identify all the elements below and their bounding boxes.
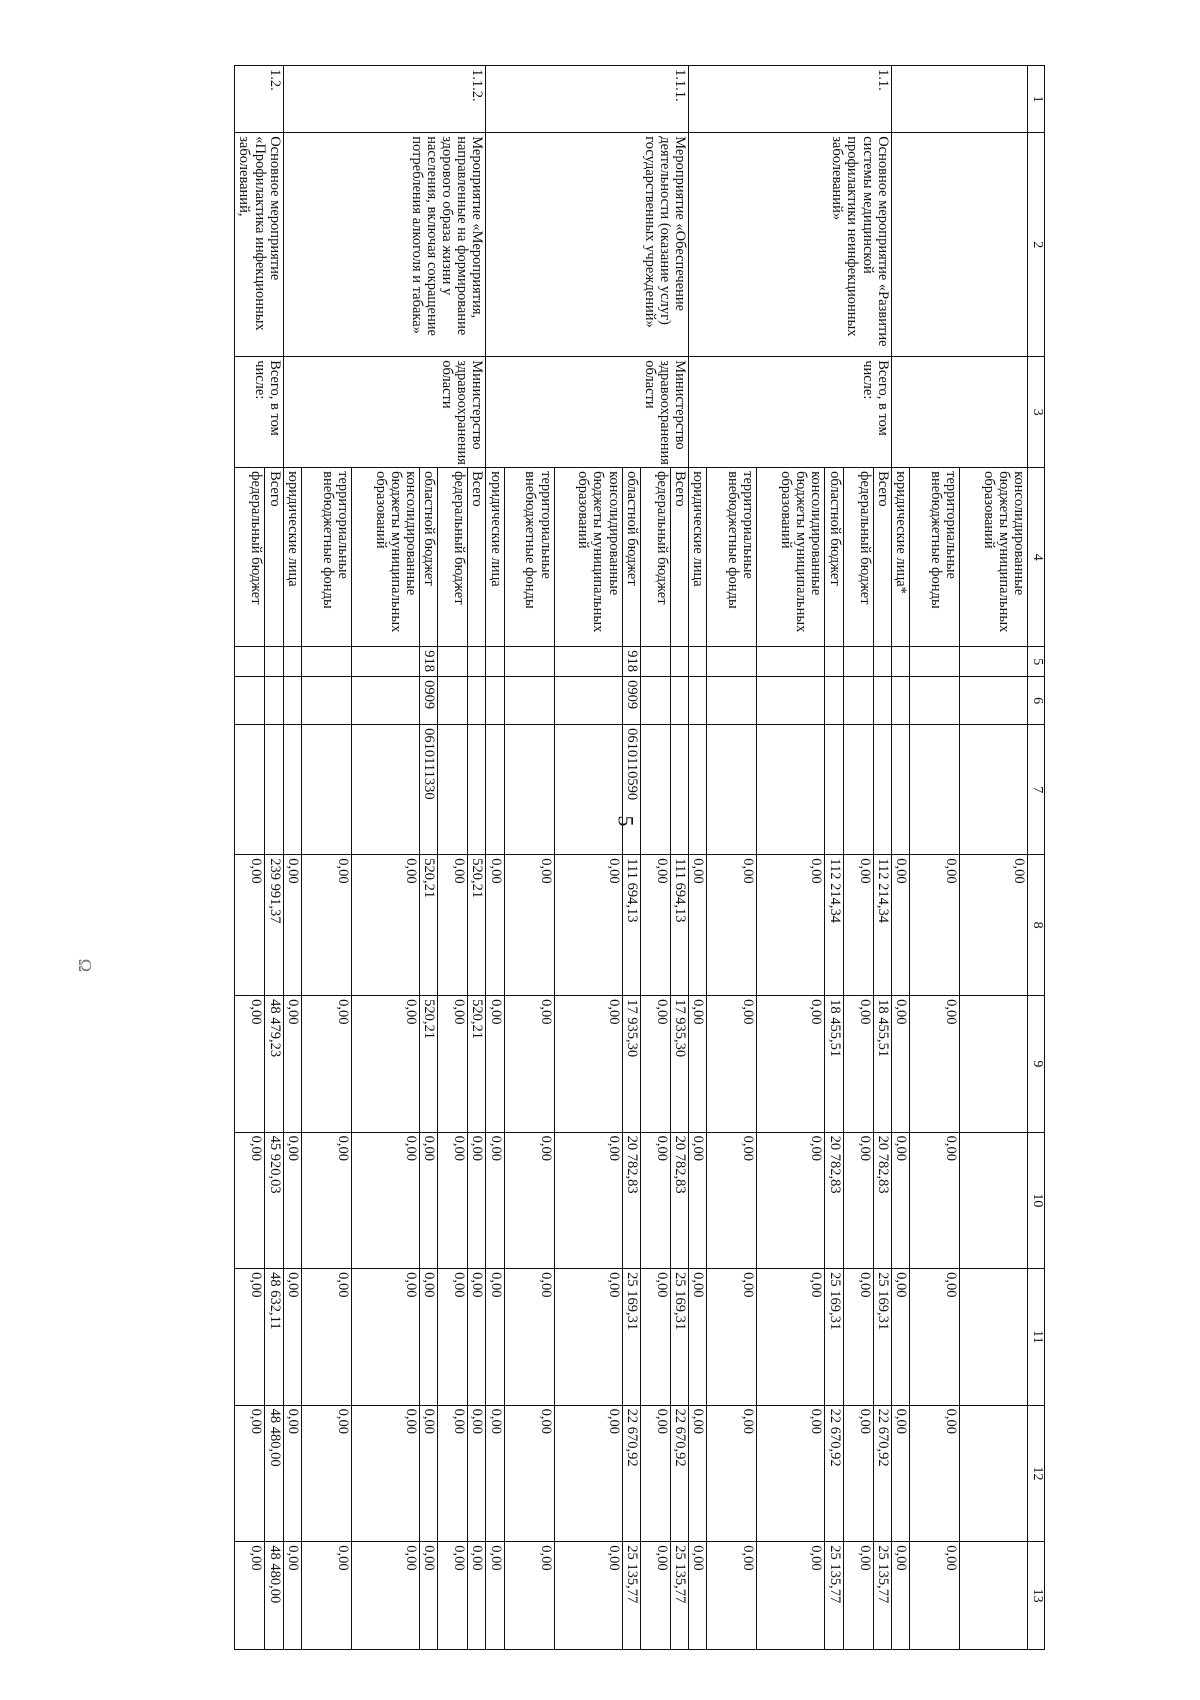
code-5-cell [438,647,468,677]
amount-col-10: 0,00 [707,1132,757,1269]
code-7-cell [873,725,891,855]
amount-col-9: 48 479,23 [265,996,283,1133]
amount-col-11: 0,00 [640,1269,670,1406]
funding-source-cell: консолидированные бюджеты муниципальных образований [554,468,622,647]
amount-col-8: 239 991,37 [265,855,283,996]
funding-source-cell: федеральный бюджет [438,468,468,647]
amount-col-11: 0,00 [757,1269,825,1406]
code-5-cell [554,647,622,677]
amount-col-9: 520,21 [468,996,486,1133]
amount-col-13: 48 480,00 [265,1542,283,1650]
funding-source-cell: территориальные внебюджетные фонды [302,468,352,647]
amount-col-9: 0,00 [352,996,420,1133]
amount-col-13: 0,00 [438,1542,468,1650]
table-row [265,66,283,1650]
amount-col-8: 0,00 [689,855,707,996]
measure-name-cell: Основное мероприятие «Развитие системы медицинской профилактики неинфекционных заболеваний» [689,133,892,357]
amount-col-10: 20 782,83 [873,1132,891,1269]
amount-col-12: 0,00 [554,1405,622,1542]
amount-col-8: 0,00 [504,855,554,996]
amount-col-9: 0,00 [504,996,554,1133]
code-7-cell [554,725,622,855]
row-number-cell: 1.1. [689,66,892,133]
code-7-cell [757,725,825,855]
funding-source-cell: юридические лица [283,468,301,647]
amount-col-10: 45 920,03 [265,1132,283,1269]
funding-source-cell: консолидированные бюджеты муниципальных образований [352,468,420,647]
column-number-13: 13 [1028,1542,1045,1650]
amount-col-11: 0,00 [235,1269,265,1406]
amount-col-11: 0,00 [486,1269,504,1406]
column-number-10: 10 [1028,1132,1045,1269]
code-7-cell [352,725,420,855]
amount-col-11: 0,00 [910,1269,960,1406]
amount-col-8: 0,00 [554,855,622,996]
amount-col-11: 0,00 [554,1269,622,1406]
column-number-4: 4 [1028,468,1045,647]
amount-col-9: 0,00 [283,996,301,1133]
amount-col-13: 0,00 [910,1542,960,1650]
amount-col-9: 520,21 [420,996,438,1133]
funding-source-cell: Всего [873,468,891,647]
column-number-2: 2 [1028,133,1045,357]
code-5-cell: 918 [622,647,640,677]
funding-source-cell: Всего [670,468,688,647]
amount-col-12: 0,00 [504,1405,554,1542]
amount-col-10: 0,00 [910,1132,960,1269]
funding-source-cell: территориальные внебюджетные фонды [707,468,757,647]
amount-col-12: 0,00 [910,1405,960,1542]
column-number-6: 6 [1028,677,1045,725]
table-row [468,66,486,1650]
amount-col-12: 48 480,00 [265,1405,283,1542]
funding-source-cell: областной бюджет [420,468,438,647]
code-7-cell [689,725,707,855]
amount-col-13: 0,00 [352,1542,420,1650]
amount-col-10: 0,00 [283,1132,301,1269]
amount-col-9: 0,00 [843,996,873,1133]
code-6-cell [873,677,891,725]
amount-col-13: 0,00 [554,1542,622,1650]
code-7-cell [486,725,504,855]
code-6-cell [757,677,825,725]
row-number-cell: 1.1.2. [283,66,486,133]
page-number: 5 [613,815,639,827]
amount-col-8: 111 694,13 [622,855,640,996]
code-6-cell [352,677,420,725]
amount-col-12 [960,1405,1028,1542]
amount-col-9: 0,00 [554,996,622,1133]
amount-col-11: 0,00 [302,1269,352,1406]
amount-col-10: 0,00 [438,1132,468,1269]
amount-col-10: 0,00 [757,1132,825,1269]
amount-col-9: 0,00 [689,996,707,1133]
amount-col-11: 0,00 [707,1269,757,1406]
code-5-cell [235,647,265,677]
code-6-cell [670,677,688,725]
amount-col-10: 0,00 [504,1132,554,1269]
amount-col-13: 0,00 [707,1542,757,1650]
amount-col-13: 0,00 [640,1542,670,1650]
code-5-cell [504,647,554,677]
amount-col-9: 0,00 [486,996,504,1133]
code-7-cell [707,725,757,855]
column-number-9: 9 [1028,996,1045,1133]
amount-col-8: 0,00 [302,855,352,996]
responsible-cell: Всего, в том числе: [235,357,284,468]
code-6-cell [468,677,486,725]
amount-col-12: 0,00 [707,1405,757,1542]
funding-source-cell: Всего [265,468,283,647]
amount-col-9: 0,00 [707,996,757,1133]
amount-col-10: 20 782,83 [670,1132,688,1269]
amount-col-8: 0,00 [757,855,825,996]
code-6-cell [554,677,622,725]
code-6-cell [825,677,843,725]
amount-col-11: 0,00 [438,1269,468,1406]
amount-col-9: 17 935,30 [670,996,688,1133]
funding-source-cell: федеральный бюджет [843,468,873,647]
amount-col-9: 0,00 [302,996,352,1133]
code-5-cell [689,647,707,677]
column-number-8: 8 [1028,855,1045,996]
code-5-cell [640,647,670,677]
responsible-cell: Всего, в том числе: [689,357,892,468]
amount-col-10: 0,00 [486,1132,504,1269]
amount-col-8: 0,00 [235,855,265,996]
code-7-cell: 0610110590 [622,725,640,855]
amount-col-12: 0,00 [843,1405,873,1542]
amount-col-10: 0,00 [235,1132,265,1269]
amount-col-10: 0,00 [468,1132,486,1269]
code-6-cell [640,677,670,725]
funding-source-cell: территориальные внебюджетные фонды [504,468,554,647]
amount-col-10: 0,00 [352,1132,420,1269]
funding-source-cell: консолидированные бюджеты муниципальных образований [960,468,1028,647]
code-6-cell [283,677,301,725]
code-6-cell [843,677,873,725]
amount-col-11: 25 169,31 [825,1269,843,1406]
code-7-cell [438,725,468,855]
amount-col-12: 22 670,92 [670,1405,688,1542]
margin-mark: Ω [75,958,96,973]
amount-col-12: 0,00 [640,1405,670,1542]
row-number-cell: 1.1.1. [486,66,689,133]
code-7-cell [960,725,1028,855]
code-5-cell [960,647,1028,677]
code-5-cell [843,647,873,677]
amount-col-8: 111 694,13 [670,855,688,996]
code-5-cell [670,647,688,677]
measure-name-cell: Мероприятие «Мероприятия, направленные на формирование здорового образа жизни у населения, включая сокращение потребления алкоголя и табака» [283,133,486,357]
amount-col-10: 20 782,83 [622,1132,640,1269]
amount-col-9 [960,996,1028,1133]
amount-col-8: 0,00 [486,855,504,996]
code-6-cell [438,677,468,725]
measure-name-cell [891,133,1027,357]
amount-col-13: 0,00 [486,1542,504,1650]
budget-table [234,65,1045,1650]
column-number-12: 12 [1028,1405,1045,1542]
amount-col-8: 112 214,34 [873,855,891,996]
code-7-cell [265,725,283,855]
funding-source-cell: федеральный бюджет [235,468,265,647]
amount-col-13: 0,00 [283,1542,301,1650]
code-7-cell [891,725,909,855]
amount-col-8: 0,00 [707,855,757,996]
code-7-cell [670,725,688,855]
code-5-cell [825,647,843,677]
code-6-cell [265,677,283,725]
amount-col-12: 0,00 [235,1405,265,1542]
code-5-cell [757,647,825,677]
amount-col-8: 0,00 [438,855,468,996]
code-5-cell [873,647,891,677]
code-7-cell [283,725,301,855]
amount-col-8: 0,00 [640,855,670,996]
funding-source-cell: областной бюджет [825,468,843,647]
code-7-cell [910,725,960,855]
column-number-5: 5 [1028,647,1045,677]
code-7-cell [504,725,554,855]
amount-col-11: 25 169,31 [873,1269,891,1406]
amount-col-11: 0,00 [689,1269,707,1406]
code-6-cell [910,677,960,725]
amount-col-12: 0,00 [486,1405,504,1542]
amount-col-11: 0,00 [504,1269,554,1406]
amount-col-10: 0,00 [302,1132,352,1269]
amount-col-13: 25 135,77 [825,1542,843,1650]
funding-source-cell: юридические лица* [891,468,909,647]
amount-col-12: 0,00 [302,1405,352,1542]
funding-source-cell: консолидированные бюджеты муниципальных образований [757,468,825,647]
amount-col-11: 0,00 [352,1269,420,1406]
code-7-cell: 0610111330 [420,725,438,855]
amount-col-9: 0,00 [438,996,468,1133]
table-row [873,66,891,1650]
funding-source-cell: областной бюджет [622,468,640,647]
amount-col-8: 0,00 [352,855,420,996]
measure-name-cell: Мероприятие «Обеспечение деятельности (оказание услуг) государственных учреждений» [486,133,689,357]
amount-col-8: 520,21 [420,855,438,996]
column-number-1: 1 [1028,66,1045,133]
amount-col-12: 0,00 [283,1405,301,1542]
amount-col-9: 17 935,30 [622,996,640,1133]
column-number-11: 11 [1028,1269,1045,1406]
amount-col-12: 22 670,92 [622,1405,640,1542]
code-7-cell [843,725,873,855]
amount-col-13: 0,00 [302,1542,352,1650]
code-6-cell [707,677,757,725]
code-5-cell [910,647,960,677]
responsible-cell: Министерство здравоохранения области [486,357,689,468]
header-row [1028,66,1045,1650]
amount-col-8: 112 214,34 [825,855,843,996]
amount-col-11: 25 169,31 [670,1269,688,1406]
code-5-cell [891,647,909,677]
amount-col-10 [960,1132,1028,1269]
rotated-table-container [165,65,1045,1650]
code-7-cell [825,725,843,855]
code-6-cell [891,677,909,725]
funding-source-cell: юридические лица [689,468,707,647]
amount-col-10: 0,00 [420,1132,438,1269]
code-6-cell: 0909 [420,677,438,725]
amount-col-12: 0,00 [352,1405,420,1542]
amount-col-12: 0,00 [689,1405,707,1542]
amount-col-13: 25 135,77 [873,1542,891,1650]
amount-col-11: 0,00 [891,1269,909,1406]
amount-col-8: 0,00 [910,855,960,996]
amount-col-10: 0,00 [689,1132,707,1269]
responsible-cell: Министерство здравоохранения области [283,357,486,468]
amount-col-11: 0,00 [420,1269,438,1406]
amount-col-11 [960,1269,1028,1406]
amount-col-13: 25 135,77 [670,1542,688,1650]
code-5-cell: 918 [420,647,438,677]
code-7-cell [640,725,670,855]
code-5-cell [302,647,352,677]
amount-col-8: 520,21 [468,855,486,996]
code-5-cell [707,647,757,677]
amount-col-12: 22 670,92 [825,1405,843,1542]
amount-col-10: 0,00 [554,1132,622,1269]
amount-col-8: 0,00 [843,855,873,996]
amount-col-8: 0,00 [283,855,301,996]
code-7-cell [302,725,352,855]
amount-col-13: 0,00 [235,1542,265,1650]
code-6-cell [504,677,554,725]
code-5-cell [468,647,486,677]
code-6-cell [486,677,504,725]
amount-col-12: 0,00 [468,1405,486,1542]
code-5-cell [352,647,420,677]
funding-source-cell: территориальные внебюджетные фонды [910,468,960,647]
funding-source-cell: юридические лица [486,468,504,647]
amount-col-13: 25 135,77 [622,1542,640,1650]
amount-col-12: 0,00 [420,1405,438,1542]
measure-name-cell: Основное мероприятие «Профилактика инфекционных заболеваний, [235,133,284,357]
code-5-cell [486,647,504,677]
amount-col-12: 0,00 [438,1405,468,1542]
amount-col-11: 0,00 [283,1269,301,1406]
code-6-cell: 0909 [622,677,640,725]
amount-col-9: 0,00 [910,996,960,1133]
funding-source-cell: федеральный бюджет [640,468,670,647]
amount-col-10: 0,00 [891,1132,909,1269]
amount-col-13: 0,00 [843,1542,873,1650]
responsible-cell [891,357,1027,468]
code-6-cell [960,677,1028,725]
row-number-cell [891,66,1027,133]
amount-col-8: 0,00 [960,855,1028,996]
amount-col-13: 0,00 [757,1542,825,1650]
amount-col-9: 18 455,51 [873,996,891,1133]
table-row [670,66,688,1650]
code-5-cell [265,647,283,677]
amount-col-13 [960,1542,1028,1650]
amount-col-12: 22 670,92 [873,1405,891,1542]
amount-col-13: 0,00 [420,1542,438,1650]
row-number-cell: 1.2. [235,66,284,133]
amount-col-11: 25 169,31 [622,1269,640,1406]
amount-col-13: 0,00 [468,1542,486,1650]
amount-col-11: 0,00 [843,1269,873,1406]
code-5-cell [283,647,301,677]
table-row [960,66,1028,1650]
amount-col-10: 0,00 [843,1132,873,1269]
amount-col-9: 0,00 [891,996,909,1133]
amount-col-12: 0,00 [757,1405,825,1542]
code-6-cell [689,677,707,725]
column-number-3: 3 [1028,357,1045,468]
amount-col-9: 18 455,51 [825,996,843,1133]
code-7-cell [468,725,486,855]
amount-col-8: 0,00 [891,855,909,996]
amount-col-11: 0,00 [468,1269,486,1406]
amount-col-12: 0,00 [891,1405,909,1542]
amount-col-13: 0,00 [891,1542,909,1650]
column-number-7: 7 [1028,725,1045,855]
funding-source-cell: Всего [468,468,486,647]
code-6-cell [235,677,265,725]
amount-col-9: 0,00 [757,996,825,1133]
code-7-cell [235,725,265,855]
amount-col-11: 48 632,11 [265,1269,283,1406]
amount-col-10: 0,00 [640,1132,670,1269]
amount-col-13: 0,00 [504,1542,554,1650]
amount-col-13: 0,00 [689,1542,707,1650]
amount-col-9: 0,00 [235,996,265,1133]
amount-col-9: 0,00 [640,996,670,1133]
code-6-cell [302,677,352,725]
amount-col-10: 20 782,83 [825,1132,843,1269]
